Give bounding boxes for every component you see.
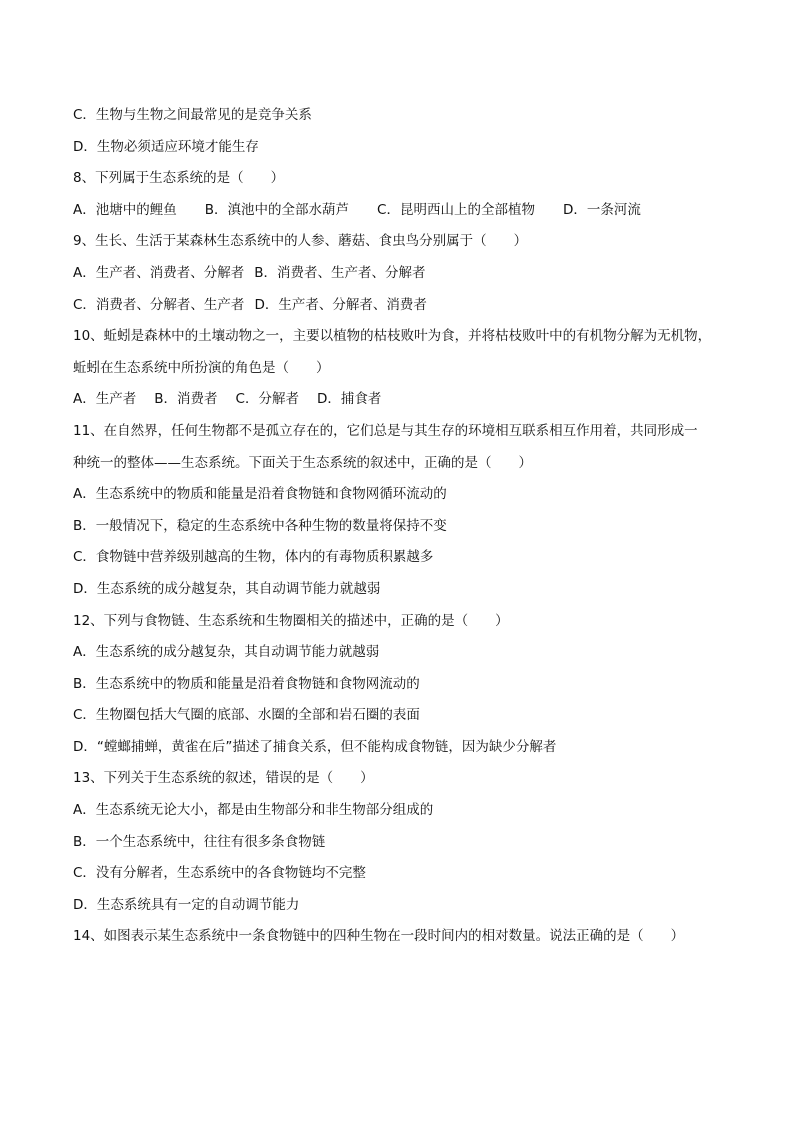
q8-option-a: A．池塘中的鲤鱼 <box>73 201 177 218</box>
q10-stem-line2: 蚯蚓在生态系统中所扮演的角色是（ ） <box>73 359 330 376</box>
q9-options-row2 <box>73 290 733 322</box>
q11-option-b: B．一般情况下，稳定的生态系统中各种生物的数量将保持不变 <box>73 517 447 534</box>
q7-option-c: C．生物与生物之间最常见的是竞争关系 <box>73 107 312 123</box>
q8-stem: 8、下列属于生态系统的是（ ） <box>73 170 285 187</box>
q12-option-b: B．生态系统中的物质和能量是沿着食物链和食物网流动的 <box>73 675 420 692</box>
q9-option-b: B．消费者、生产者、分解者 <box>254 264 426 281</box>
q7-option-d: D．生物必须适应环境才能生存 <box>73 138 259 155</box>
q12-option-c: C．生物圈包括大气圈的底部、水圈的全部和岩石圈的表面 <box>73 707 420 724</box>
q10-stem-line1: 10、蚯蚓是森林中的土壤动物之一，主要以植物的枯枝败叶为食，并将枯枝败叶中的有机物分解为无机物， <box>73 328 712 345</box>
q13-stem: 13、下列关于生态系统的叙述，错误的是（ ） <box>73 770 374 787</box>
question-list <box>73 100 733 953</box>
q10-option-c: C．分解者 <box>235 391 299 408</box>
q13-option-a: A．生态系统无论大小，都是由生物部分和非生物部分组成的 <box>73 802 434 819</box>
q12-option-d: D．“螳螂捕蝉，黄雀在后”描述了捕食关系，但不能构成食物链，因为缺少分解者 <box>73 738 557 755</box>
q8-option-c: C．昆明西山上的全部植物 <box>377 201 535 218</box>
q11-option-a: A．生态系统中的物质和能量是沿着食物链和食物网循环流动的 <box>73 486 447 503</box>
q13-option-d: D．生态系统具有一定的自动调节能力 <box>73 896 300 913</box>
q9-options-row1 <box>73 258 733 290</box>
q9-option-d: D．生产者、分解者、消费者 <box>254 296 427 313</box>
q9-stem: 9、生长、生活于某森林生态系统中的人参、蘑菇、食虫鸟分别属于（ ） <box>73 233 528 250</box>
q9-option-c: C．消费者、分解者、生产者 <box>73 296 245 313</box>
q11-stem-line2: 种统一的整体——生态系统。下面关于生态系统的叙述中，正确的是（ ） <box>73 454 532 471</box>
q12-stem: 12、下列与食物链、生态系统和生物圈相关的描述中，正确的是（ ） <box>73 612 509 629</box>
q14-stem: 14、如图表示某生态系统中一条食物链中的四种生物在一段时间内的相对数量。说法正确的是（ ） <box>73 928 685 945</box>
q11-option-c: C．食物链中营养级别越高的生物，体内的有毒物质积累越多 <box>73 549 434 566</box>
q10-option-b: B．消费者 <box>154 391 218 408</box>
q10-option-d: D．捕食者 <box>316 391 382 408</box>
q12-option-a: A．生态系统的成分越复杂，其自动调节能力就越弱 <box>73 644 380 661</box>
q8-option-b: B．滇池中的全部水葫芦 <box>204 201 350 218</box>
q8-options <box>73 195 733 227</box>
q13-option-b: B．一个生态系统中，往往有很多条食物链 <box>73 833 326 850</box>
q13-option-c: C．没有分解者，生态系统中的各食物链均不完整 <box>73 865 366 882</box>
q9-option-a: A．生产者、消费者、分解者 <box>73 264 245 281</box>
q10-option-a: A．生产者 <box>73 391 137 408</box>
q8-option-d: D．一条河流 <box>562 201 641 218</box>
q11-stem-line1: 11、在自然界，任何生物都不是孤立存在的，它们总是与其生存的环境相互联系相互作用着，共同形成一 <box>73 422 698 439</box>
q10-options <box>73 384 733 416</box>
q11-option-d: D．生态系统的成分越复杂，其自动调节能力就越弱 <box>73 580 381 597</box>
